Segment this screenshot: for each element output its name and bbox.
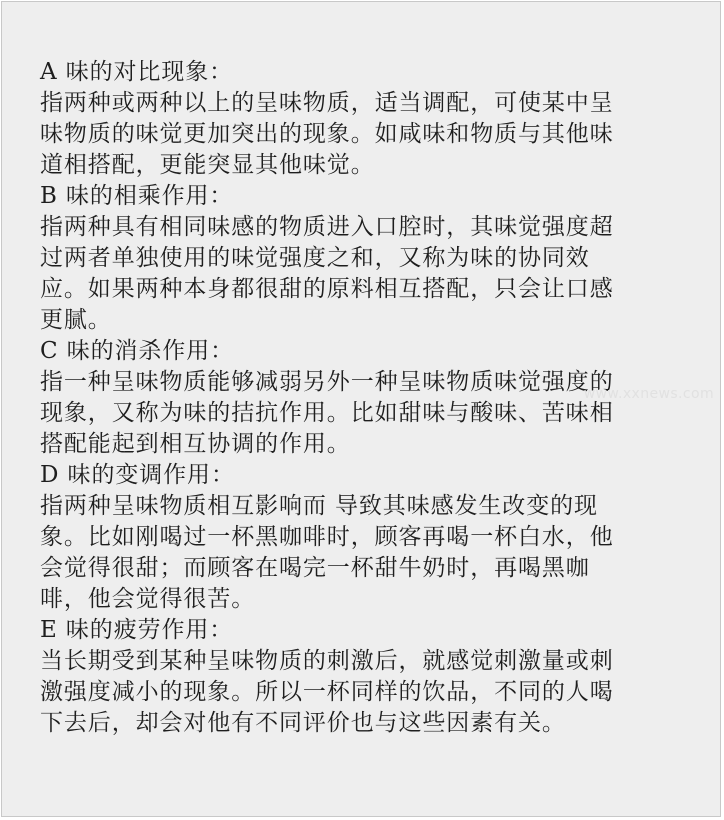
paragraph-line: 象。比如刚喝过一杯黑咖啡时，顾客再喝一杯白水，他 — [40, 524, 614, 550]
section-title: C 味的消杀作用： — [40, 338, 235, 364]
paragraph-line: 现象，又称为味的拮抗作用。比如甜味与酸味、苦味相 — [40, 400, 614, 426]
section-title: E 味的疲劳作用： — [40, 617, 234, 643]
paragraph-line: 更腻。 — [40, 307, 112, 333]
paragraph-line: 指两种呈味物质相互影响而 导致其味感发生改变的现 — [40, 493, 598, 519]
paragraph-line: 搭配能起到相互协调的作用。 — [40, 431, 351, 457]
paragraph-line: 过两者单独使用的味觉强度之和，又称为味的协同效 — [40, 245, 590, 271]
section-a — [40, 57, 680, 181]
section-d — [40, 460, 680, 615]
paragraph-line: 指两种具有相同味感的物质进入口腔时，其味觉强度超 — [40, 214, 614, 240]
paragraph-line: 应。如果两种本身都很甜的原料相互搭配，只会让口感 — [40, 276, 614, 302]
paragraph-line: 指一种呈味物质能够减弱另外一种呈味物质味觉强度的 — [40, 369, 614, 395]
document-panel — [1, 1, 721, 817]
paragraph-line: 会觉得很甜；而顾客在喝完一杯甜牛奶时，再喝黑咖 — [40, 555, 590, 581]
section-b — [40, 181, 680, 336]
watermark-text: www.xxnews.com — [583, 386, 714, 402]
section-title: D 味的变调作用： — [40, 462, 235, 488]
paragraph-line: 啡，他会觉得很苦。 — [40, 586, 256, 612]
paragraph-line: 道相搭配，更能突显其他味觉。 — [40, 152, 375, 178]
paragraph-line: 指两种或两种以上的呈味物质，适当调配，可使某中呈 — [40, 90, 614, 116]
paragraph-line: 味物质的味觉更加突出的现象。如咸味和物质与其他味 — [40, 121, 614, 147]
section-title: B 味的相乘作用： — [40, 183, 234, 209]
section-title: A 味的对比现象： — [40, 59, 234, 85]
paragraph-line: 下去后，却会对他有不同评价也与这些因素有关。 — [40, 710, 566, 736]
section-e — [40, 615, 680, 739]
paragraph-line: 激强度减小的现象。所以一杯同样的饮品，不同的人喝 — [40, 679, 614, 705]
paragraph-line: 当长期受到某种呈味物质的刺激后，就感觉刺激量或刺 — [40, 648, 614, 674]
